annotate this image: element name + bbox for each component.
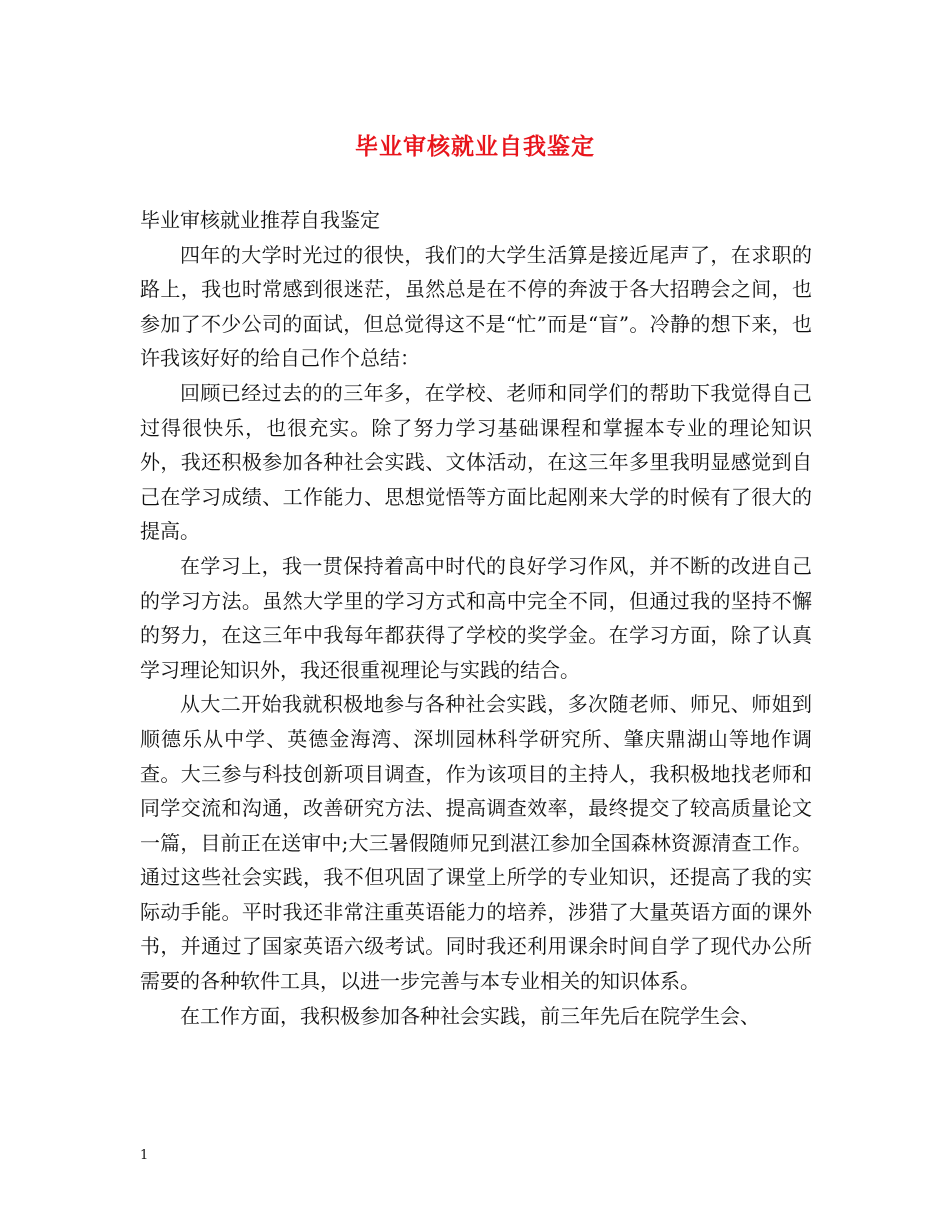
paragraph-study: 在学习上，我一贯保持着高中时代的良好学习作风，并不断的改进自己的学习方法。虽然大学里的学习方式和高中完全不同，但通过我的坚持不懈的努力，在这三年中我每年都获得了学校的奖学金。在学习方面，除了认真学习理论知识外，我还很重视理论与实践的结合。 (140, 553, 812, 682)
document-title: 毕业审核就业自我鉴定 (355, 133, 595, 160)
paragraph-intro: 四年的大学时光过的很快，我们的大学生活算是接近尾声了，在求职的路上，我也时常感到很迷茫，虽然总是在不停的奔波于各大招聘会之间，也参加了不少公司的面试，但总觉得这不是“忙”而是“盲”。冷静的想下来，也许我该好好的给自己作个总结： (140, 242, 812, 371)
document-subtitle: 毕业审核就业推荐自我鉴定 (140, 208, 380, 232)
paragraph-practice: 从大二开始我就积极地参与各种社会实践，多次随老师、师兄、师姐到顺德乐从中学、英德金海湾、深圳园林科学研究所、肇庆鼎湖山等地作调查。大三参与科技创新项目调查，作为该项目的主持人，我积极地找老师和同学交流和沟通，改善研究方法、提高调查效率，最终提交了较高质量论文一篇，目前正在送审中;大三暑假随师兄到湛江参加全国森林资源清查工作。通过这些社会实践，我不但巩固了课堂上所学的专业知识，还提高了我的实际动手能。平时我还非常注重英语能力的培养，涉猎了大量英语方面的课外书，并通过了国家英语六级考试。同时我还利用课余时间自学了现代办公所需要的各种软件工具，以进一步完善与本专业相关的知识体系。 (140, 692, 812, 994)
document-body (140, 203, 812, 1033)
paragraph-review: 回顾已经过去的的三年多，在学校、老师和同学们的帮助下我觉得自己过得很快乐，也很充实。除了努力学习基础课程和掌握本专业的理论知识外，我还积极参加各种社会实践、文体活动，在这三年多里我明显感觉到自己在学习成绩、工作能力、思想觉悟等方面比起刚来大学的时候有了很大的提高。 (140, 380, 812, 544)
page-number: 1 (140, 1148, 149, 1163)
paragraph-work: 在工作方面，我积极参加各种社会实践，前三年先后在院学生会、 (180, 1003, 760, 1028)
